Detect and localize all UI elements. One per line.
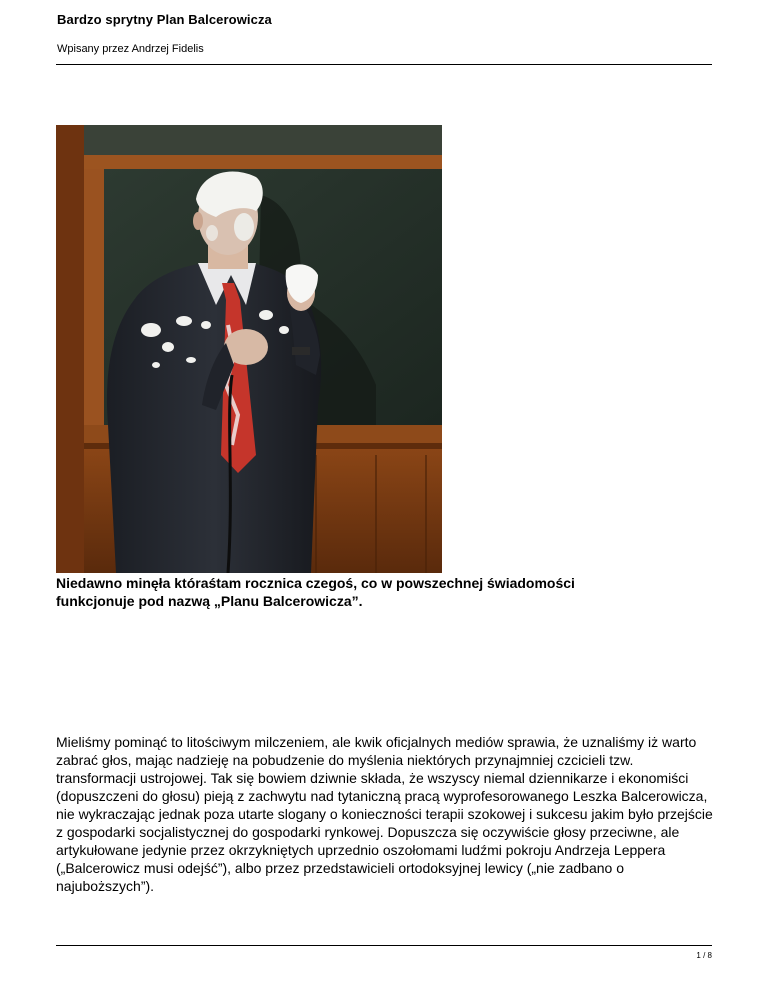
page-number: 1 / 8 xyxy=(696,951,712,960)
lecturer-photo xyxy=(56,125,442,573)
article-paragraph: Mieliśmy pominąć to litościwym milczeniem, ale kwik oficjalnych mediów sprawia, że uznaliśmy iż warto zabrać głos, mając nadzieję na pobudzenie do myślenia niektórych przynajmniej czcicieli tzw. transformacji ustrojowej. Tak się bowiem dziwnie składa, że wszyscy niemal dziennikarze i ekonomiści (dopuszczeni do głosu) pieją z zachwytu nad tytaniczną pracą wyprofesorowanego Leszka Balcerowicza, nie wykraczając jednak poza utarte slogany o konieczności terapii szokowej i sukcesu jakim było przejście z gospodarki socjalistycznej do gospodarki rynkowej. Dopuszcza się oczywiście głosy przeciwne, ale artykułowane jedynie przez okrzykniętych uprzednio oszołomami ludźmi pokroju Andrzeja Leppera („Balcerowicz musi odejść”), albo przez przedstawicieli ortodoksyjnej lewicy („nie zadbano o najuboższych”). xyxy=(56,734,713,894)
article-lead: Niedawno minęła któraśtam rocznica czegoś, co w powszechnej świadomości funkcjonuje pod nazwą „Planu Balcerowicza”. xyxy=(56,575,575,609)
author-byline: Wpisany przez Andrzej Fidelis xyxy=(57,43,204,55)
header-divider xyxy=(56,64,712,65)
page-title: Bardzo sprytny Plan Balcerowicza xyxy=(57,12,272,27)
footer-divider xyxy=(56,945,712,946)
